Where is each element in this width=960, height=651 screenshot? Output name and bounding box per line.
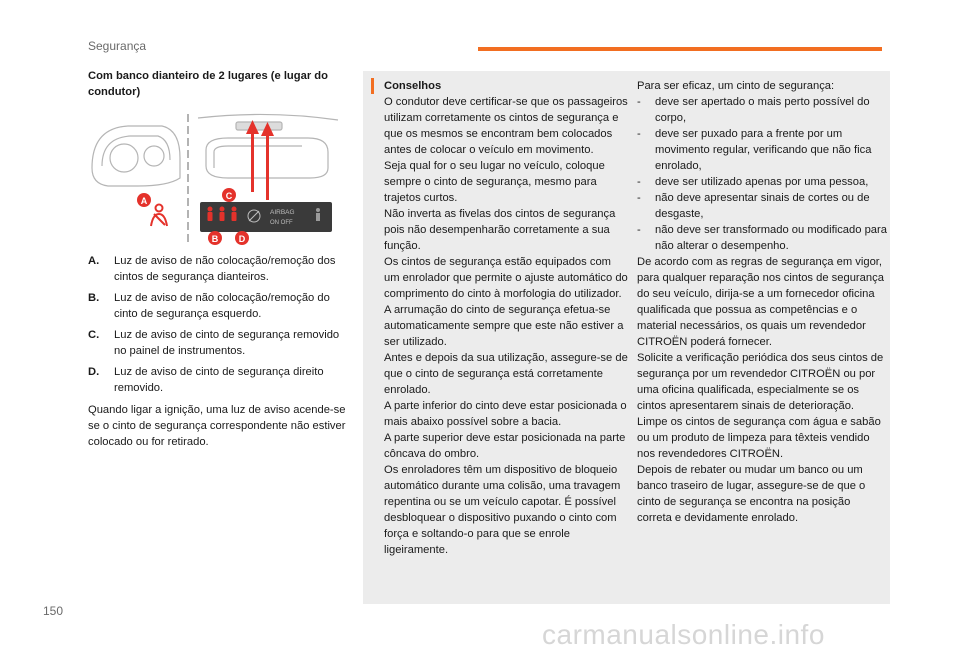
seatbelt-warning-icon-a (151, 205, 167, 227)
ignition-paragraph: Quando ligar a ignição, uma luz de aviso acende-se se o cinto de segurança correspondente não estiver colocado ou for retirado. (88, 404, 346, 448)
list-item-text: deve ser utilizado apenas por uma pessoa, (655, 176, 869, 188)
dashboard-illustration (88, 108, 340, 248)
list-item-text: não deve ser transformado ou modificado para não alterar o desempenho. (655, 224, 887, 252)
list-item: - deve ser utilizado apenas por uma pessoa, (637, 174, 887, 190)
legend-key: D. (88, 366, 100, 378)
legend-key: A. (88, 255, 100, 267)
airbag-status: ON OFF (270, 220, 293, 226)
instrument-cluster-drawing (92, 126, 180, 186)
watermark: carmanualsonline.info (542, 619, 825, 650)
list-item-text: deve ser puxado para a frente por um movimento regular, verificando que não fica enrolado, (655, 128, 872, 172)
list-item: - não deve apresentar sinais de cortes ou de desgaste, (637, 190, 887, 222)
advice-column-1 (384, 94, 628, 558)
airbag-label: AIRBAG (270, 209, 295, 216)
list-item: - deve ser apertado o mais perto possível do corpo, (637, 94, 887, 126)
advice-title: Conselhos (384, 80, 442, 92)
legend-text: Luz de aviso de cinto de segurança removido no painel de instrumentos. (114, 329, 340, 357)
legend-text: Luz de aviso de não colocação/remoção do cinto de segurança esquerdo. (114, 292, 330, 320)
advice-paragraph: Os enroladores têm um dispositivo de bloqueio automático durante uma colisão, uma travagem repentina ou se um veículo capotar. É possível desbloquear o dispositivo puxando o cinto com força e soltando-o para que se enrole ligeiramente. (384, 464, 621, 556)
list-item: - deve ser puxado para a frente por um movimento regular, verificando que não fica enrolado, (637, 126, 887, 174)
figure-subtitle: Com banco dianteiro de 2 lugares (e lugar do condutor) (88, 70, 328, 98)
advice-paragraph: Limpe os cintos de segurança com água e sabão ou um produto de limpeza para têxteis vendido nos revendedores CITROËN. (637, 416, 881, 460)
advice-paragraph: O condutor deve certificar-se que os passageiros utilizam corretamente os cintos de segurança e que os mesmos se encontram bem colocados antes de colocar o veículo em movimento. (384, 96, 628, 156)
legend-item (88, 364, 346, 396)
advice-paragraph: De acordo com as regras de segurança em vigor, para qualquer reparação nos cintos de segurança do seu veículo, dirija-se a um fornecedor oficina qualificada que possua as competências e o material necessários, os quais um revendedor CITROËN poderá fornecer. (637, 256, 884, 348)
list-item: - não deve ser transformado ou modificado para não alterar o desempenho. (637, 224, 887, 252)
legend-text: Luz de aviso de cinto de segurança direito removido. (114, 366, 324, 394)
advice-paragraph: A parte superior deve estar posicionada na parte côncava do ombro. (384, 432, 626, 460)
figure-legend (88, 253, 346, 401)
advice-column-2 (637, 78, 887, 526)
advice-paragraph: Antes e depois da sua utilização, assegure-se de que o cinto de segurança está corretamente enrolado. (384, 352, 628, 396)
legend-text: Luz de aviso de não colocação/remoção dos cintos de segurança dianteiros. (114, 255, 336, 283)
legend-key: B. (88, 292, 100, 304)
seatbelt-warning-icons (208, 207, 237, 222)
legend-item (88, 327, 346, 359)
advice-paragraph: Solicite a verificação periódica dos seus cintos de segurança por um revendedor CITROËN ou por uma oficina qualificada, especialmente se os cintos apresentarem sinais de deterioração. (637, 352, 884, 412)
legend-item (88, 290, 346, 322)
advice-paragraph: A parte inferior do cinto deve estar posicionada o mais abaixo possível sobre a bacia. (384, 400, 627, 428)
legend-item (88, 253, 346, 285)
left-column (88, 68, 346, 100)
advice-accent-bar (371, 78, 374, 94)
callout-a-label: A (140, 196, 148, 206)
advice-paragraph: Seja qual for o seu lugar no veículo, coloque sempre o cinto de segurança, mesmo para trajetos curtos. (384, 160, 605, 204)
advice-intro: Para ser eficaz, um cinto de segurança: (637, 80, 835, 92)
callout-d-label: D (238, 234, 246, 244)
callout-b-label: B (211, 234, 219, 244)
list-item-text: não deve apresentar sinais de cortes ou de desgaste, (655, 192, 870, 220)
advice-paragraph: Depois de rebater ou mudar um banco ou um banco traseiro de lugar, assegure-se de que o cinto de segurança se encontra na posição correta e devidamente enrolado. (637, 464, 866, 524)
legend-key: C. (88, 329, 100, 341)
advice-paragraph: Não inverta as fivelas dos cintos de segurança pois não desempenharão corretamente a sua função. (384, 208, 616, 252)
callout-c-label: C (225, 191, 233, 201)
advice-paragraph: Os cintos de segurança estão equipados com um enrolador que permite o ajuste automático do comprimento do cinto à morfologia do utilizador. A arrumação do cinto de segurança efetua-se automaticamente sempre que este não estiver a ser utilizado. (384, 256, 628, 348)
section-title: Segurança (88, 39, 147, 53)
seatbelt-small-icon (316, 208, 320, 221)
list-item-text: deve ser apertado o mais perto possível do corpo, (655, 96, 870, 124)
page-number: 150 (43, 604, 64, 618)
indicator-arrows (246, 120, 274, 200)
section-accent-bar (478, 47, 882, 51)
